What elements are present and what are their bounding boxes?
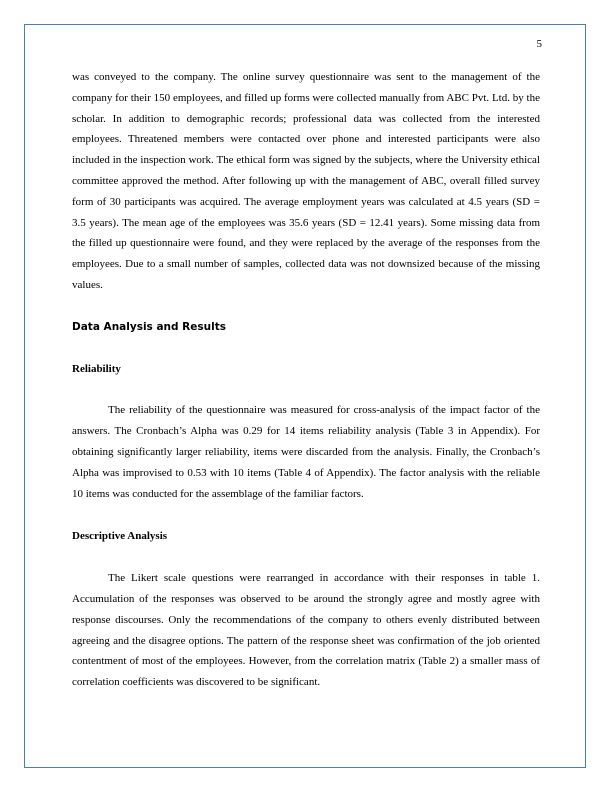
document-body [72, 67, 540, 693]
heading-descriptive-analysis: Descriptive Analysis [72, 530, 168, 543]
page-number: 5 [536, 38, 542, 50]
heading-data-analysis: Data Analysis and Results [72, 320, 226, 333]
heading-reliability: Reliability [72, 362, 121, 375]
paragraph-intro: was conveyed to the company. The online survey questionnaire was sent to the management of the company for their 150 employees, and filled up forms were collected manually from ABC Pvt. Ltd. by the scholar. In addition to demographic records; professional data was collected from the interested employees. Threatened members were contacted over phone and interested participants were also included in the inspection work. The ethical form was signed by the subjects, where the University ethical committee approved the method. After following up with the management of ABC, overall filled survey form of 30 participants was acquired. The average employment years was calculated at 4.5 years (SD = 3.5 years). The mean age of the employees was 35.6 years (SD = 12.41 years). Some missing data from the filled up questionnaire were found, and they were replaced by the average of the responses from the employees. Due to a small number of samples, collected data was not downsized because of the missing values. [72, 71, 540, 291]
paragraph-descriptive: The Likert scale questions were rearranged in accordance with their responses in table 1. Accumulation of the responses was observed to be around the strongly agree and mostly agree with response discourses. Only the recommendations of the company to others evenly distributed between agreeing and the disagree options. The pattern of the response sheet was confirmation of the job oriented contentment of most of the employees. However, from the correlation matrix (Table 2) a smaller mass of correlation coefficients was discovered to be significant. [72, 572, 540, 689]
paragraph-reliability: The reliability of the questionnaire was measured for cross-analysis of the impact factor of the answers. The Cronbach’s Alpha was 0.29 for 14 items reliability analysis (Table 3 in Appendix). For obtaining significantly larger reliability, items were discarded from the analysis. Finally, the Cronbach’s Alpha was improvised to 0.53 with 10 items (Table 4 of Appendix). The factor analysis with the reliable 10 items was conducted for the assemblage of the familiar factors. [72, 404, 540, 500]
